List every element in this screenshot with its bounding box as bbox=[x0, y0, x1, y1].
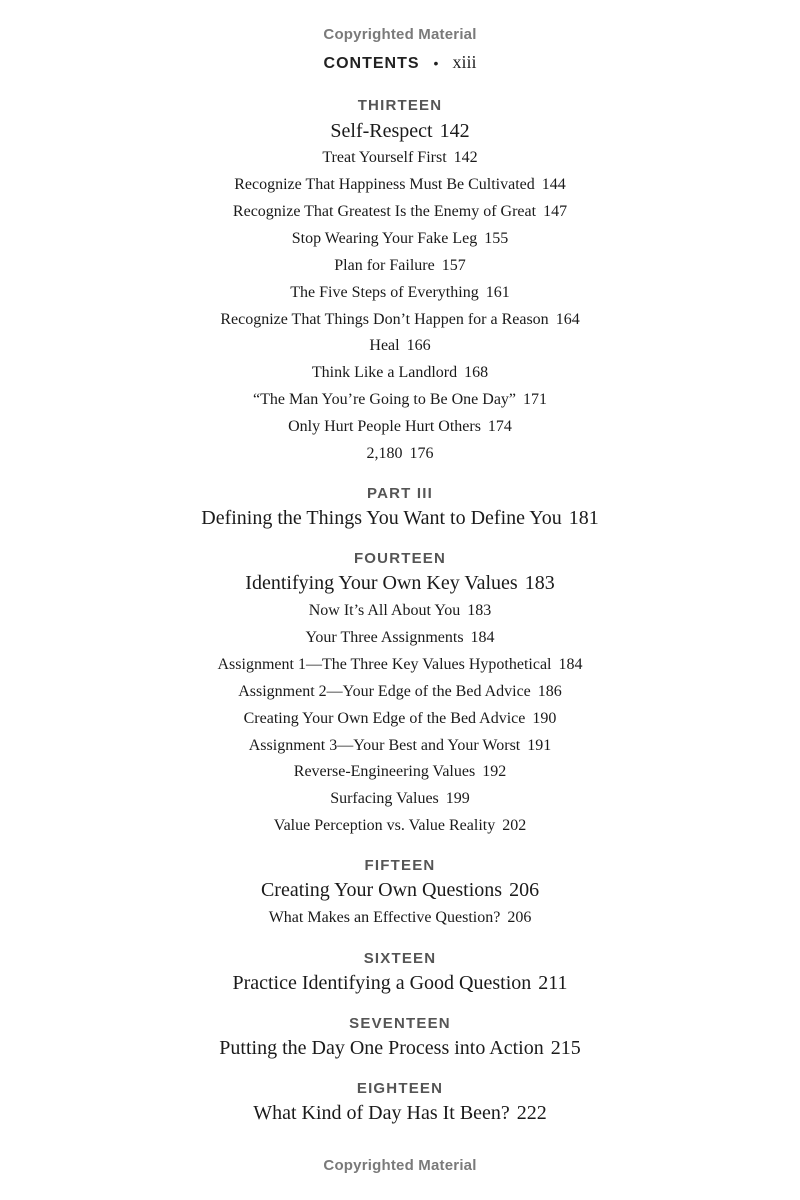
toc-entry[interactable] bbox=[0, 737, 800, 755]
toc-entry[interactable] bbox=[0, 230, 800, 248]
toc-entry-text: 2,180 bbox=[366, 445, 403, 462]
chapter-title-text: Identifying Your Own Key Values bbox=[245, 572, 518, 594]
toc-entry[interactable] bbox=[0, 656, 800, 674]
page-number: 206 bbox=[509, 879, 540, 901]
chapter-title-text: Self-Respect bbox=[330, 120, 433, 142]
toc-entry-text: The Five Steps of Everything bbox=[290, 284, 479, 301]
toc-entry-text: What Makes an Effective Question? bbox=[268, 909, 501, 926]
chapter-title[interactable] bbox=[0, 120, 800, 143]
page-number: 222 bbox=[516, 1102, 547, 1124]
toc-entry-text: Your Three Assignments bbox=[305, 629, 464, 646]
page-number: 206 bbox=[507, 909, 532, 926]
running-head bbox=[0, 52, 800, 73]
toc-entry-text: Reverse-Engineering Values bbox=[293, 763, 476, 780]
page-number: 190 bbox=[532, 710, 557, 727]
running-head-page: xiii bbox=[452, 52, 477, 72]
page-number: 181 bbox=[568, 507, 599, 529]
toc-entry[interactable] bbox=[0, 149, 800, 167]
page-number: 142 bbox=[439, 120, 470, 142]
toc-entry[interactable] bbox=[0, 418, 800, 436]
page-number: 215 bbox=[550, 1037, 581, 1059]
toc-entry[interactable] bbox=[0, 337, 800, 355]
toc-entry[interactable] bbox=[0, 364, 800, 382]
page-number: 184 bbox=[470, 629, 495, 646]
chapter-title[interactable] bbox=[0, 1102, 800, 1125]
toc-entry-text: Now It’s All About You bbox=[308, 602, 461, 619]
chapter-title[interactable] bbox=[0, 572, 800, 595]
toc-entry[interactable] bbox=[0, 445, 800, 463]
page-number: 191 bbox=[527, 737, 552, 754]
watermark-top: Copyrighted Material bbox=[323, 26, 477, 43]
chapter-title-text: Practice Identifying a Good Question bbox=[232, 972, 532, 994]
toc-entry-text: Value Perception vs. Value Reality bbox=[273, 817, 496, 834]
toc-entry[interactable] bbox=[0, 710, 800, 728]
page-number: 183 bbox=[467, 602, 492, 619]
page-number: 144 bbox=[541, 176, 566, 193]
toc-entry[interactable] bbox=[0, 284, 800, 302]
page-number: 199 bbox=[445, 790, 470, 807]
page-number: 186 bbox=[537, 683, 562, 700]
toc-entry-text: “The Man You’re Going to Be One Day” bbox=[252, 391, 517, 408]
chapter-label: FOURTEEN bbox=[353, 550, 447, 567]
page-number: 142 bbox=[453, 149, 478, 166]
chapter-title-text: Creating Your Own Questions bbox=[260, 879, 503, 901]
page-number: 157 bbox=[441, 257, 466, 274]
running-head-separator: • bbox=[433, 55, 439, 71]
toc-entry[interactable] bbox=[0, 203, 800, 221]
toc-entry-text: Assignment 1—The Three Key Values Hypothetical bbox=[217, 656, 552, 673]
toc-entry-text: Recognize That Greatest Is the Enemy of Great bbox=[232, 203, 537, 220]
part-title-text: Defining the Things You Want to Define You bbox=[201, 507, 562, 529]
chapter-title-text: Putting the Day One Process into Action bbox=[219, 1037, 544, 1059]
toc-entry-text: Recognize That Things Don’t Happen for a Reason bbox=[220, 311, 549, 328]
toc-entry-text: Only Hurt People Hurt Others bbox=[288, 418, 481, 435]
toc-entry[interactable] bbox=[0, 909, 800, 927]
page-number: 166 bbox=[406, 337, 431, 354]
chapter-title[interactable] bbox=[0, 879, 800, 902]
page-number: 202 bbox=[502, 817, 527, 834]
toc-entry-text: Assignment 2—Your Edge of the Bed Advice bbox=[238, 683, 531, 700]
page-number: 183 bbox=[524, 572, 555, 594]
toc-entry[interactable] bbox=[0, 790, 800, 808]
page-number: 176 bbox=[409, 445, 434, 462]
toc-entry[interactable] bbox=[0, 311, 800, 329]
toc-entry[interactable] bbox=[0, 391, 800, 409]
toc-entry-text: Heal bbox=[369, 337, 400, 354]
chapter-label: SEVENTEEN bbox=[349, 1015, 451, 1032]
page-number: 147 bbox=[543, 203, 568, 220]
page-number: 164 bbox=[555, 311, 580, 328]
toc-entry-text: Assignment 3—Your Best and Your Worst bbox=[248, 737, 521, 754]
toc-entry-text: Surfacing Values bbox=[330, 790, 439, 807]
toc-entry[interactable] bbox=[0, 602, 800, 620]
toc-entry[interactable] bbox=[0, 257, 800, 275]
toc-entry-text: Plan for Failure bbox=[334, 257, 435, 274]
toc-entry-text: Treat Yourself First bbox=[322, 149, 447, 166]
watermark-bottom: Copyrighted Material bbox=[323, 1157, 477, 1174]
toc-entry-text: Recognize That Happiness Must Be Cultivated bbox=[234, 176, 535, 193]
chapter-label: SIXTEEN bbox=[363, 950, 437, 967]
toc-entry[interactable] bbox=[0, 629, 800, 647]
toc-entry-text: Creating Your Own Edge of the Bed Advice bbox=[243, 710, 526, 727]
toc-entry[interactable] bbox=[0, 763, 800, 781]
toc-entry-text: Stop Wearing Your Fake Leg bbox=[291, 230, 478, 247]
toc-entry[interactable] bbox=[0, 683, 800, 701]
chapter-label: FIFTEEN bbox=[364, 857, 436, 874]
part-label: PART III bbox=[367, 485, 433, 502]
chapter-label: EIGHTEEN bbox=[356, 1080, 444, 1097]
toc-entry[interactable] bbox=[0, 176, 800, 194]
chapter-label: THIRTEEN bbox=[357, 97, 443, 114]
page-number: 184 bbox=[558, 656, 583, 673]
part-title[interactable] bbox=[0, 507, 800, 530]
toc-entry-text: Think Like a Landlord bbox=[311, 364, 458, 381]
chapter-title[interactable] bbox=[0, 972, 800, 995]
page-number: 155 bbox=[484, 230, 509, 247]
running-head-title: CONTENTS bbox=[323, 55, 420, 72]
chapter-title[interactable] bbox=[0, 1037, 800, 1060]
page-number: 161 bbox=[485, 284, 510, 301]
page-number: 171 bbox=[523, 391, 548, 408]
page-number: 211 bbox=[538, 972, 568, 994]
page-number: 174 bbox=[487, 418, 512, 435]
page-number: 168 bbox=[464, 364, 489, 381]
page-number: 192 bbox=[482, 763, 507, 780]
chapter-title-text: What Kind of Day Has It Been? bbox=[253, 1102, 510, 1124]
toc-entry[interactable] bbox=[0, 817, 800, 835]
